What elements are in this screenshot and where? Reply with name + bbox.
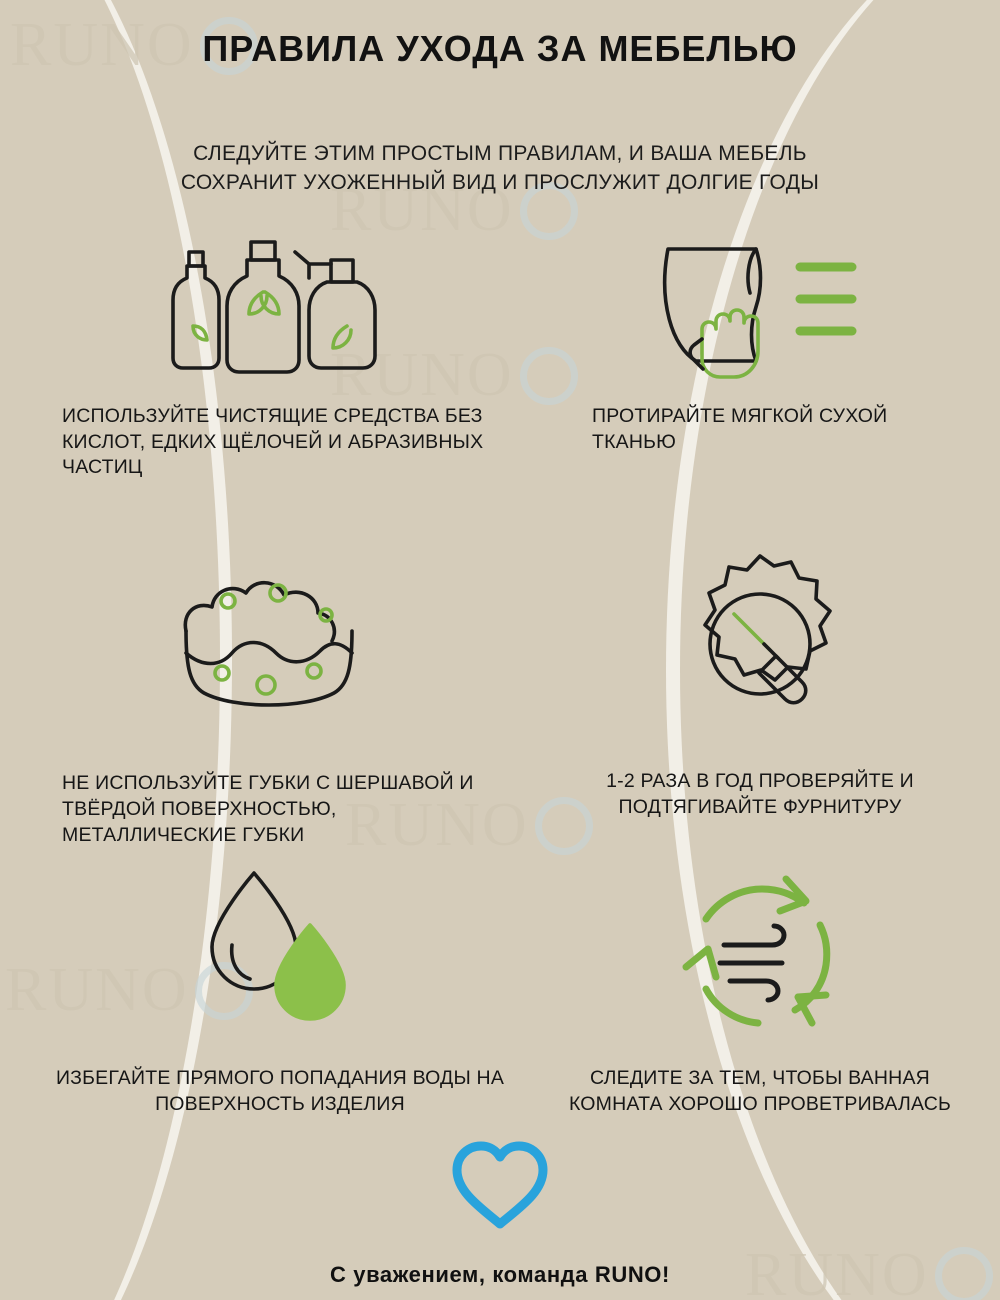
hand-wiping-cloth-icon bbox=[560, 226, 960, 394]
watermark-text: RUNO bbox=[745, 1241, 929, 1300]
tip-item bbox=[540, 858, 980, 1117]
tip-item bbox=[20, 226, 540, 481]
watermark-text: RUNO bbox=[10, 11, 194, 79]
page-title: ПРАВИЛА УХОДА ЗА МЕБЕЛЬЮ bbox=[202, 28, 798, 69]
watermark-text: RUNO bbox=[5, 956, 189, 1024]
tip-item bbox=[540, 226, 980, 481]
page-subtitle-line-1: СЛЕДУЙТЕ ЭТИМ ПРОСТЫМ ПРАВИЛАМ, И ВАША МЕБЕЛЬ bbox=[193, 142, 807, 165]
tip-text: ПРОТИРАЙТЕ МЯГКОЙ СУХОЙ ТКАНЬЮ bbox=[592, 404, 888, 453]
tip-item bbox=[20, 858, 540, 1117]
footer-text: С уважением, команда RUNO! bbox=[330, 1261, 670, 1287]
gear-screwdriver-icon bbox=[560, 543, 960, 743]
watermark-text: RUNO bbox=[330, 176, 514, 244]
water-drops-icon bbox=[40, 858, 520, 1048]
tip-text: ИСПОЛЬЗУЙТЕ ЧИСТЯЩИЕ СРЕДСТВА БЕЗ КИСЛОТ, ЕДКИХ ЩЁЛОЧЕЙ И АБРАЗИВНЫХ ЧАСТИЦ bbox=[62, 404, 484, 479]
watermark-text: RUNO bbox=[330, 341, 514, 409]
tip-item bbox=[20, 543, 540, 848]
tip-text: ИЗБЕГАЙТЕ ПРЯМОГО ПОПАДАНИЯ ВОДЫ НА ПОВЕРХНОСТЬ ИЗДЕЛИЯ bbox=[55, 1067, 505, 1116]
air-circulation-icon bbox=[560, 858, 960, 1048]
tip-text: НЕ ИСПОЛЬЗУЙТЕ ГУБКИ С ШЕРШАВОЙ И ТВЁРДОЙ ПОВЕРХНОСТЬЮ, МЕТАЛЛИЧЕСКИЕ ГУБКИ bbox=[62, 772, 474, 846]
page-subtitle-line-2: СОХРАНИТ УХОЖЕННЫЙ ВИД И ПРОСЛУЖИТ ДОЛГИЕ ГОДЫ bbox=[180, 170, 820, 194]
heart-icon bbox=[445, 1136, 555, 1236]
tip-text: 1-2 РАЗА В ГОД ПРОВЕРЯЙТЕ И ПОДТЯГИВАЙТЕ ФУРНИТУРУ bbox=[606, 770, 914, 818]
tips-grid bbox=[0, 226, 1000, 1118]
page-subtitle bbox=[0, 140, 1000, 198]
footer-heart bbox=[0, 1136, 1000, 1236]
tip-text: СЛЕДИТЕ ЗА ТЕМ, ЧТОБЫ ВАННАЯ КОМНАТА ХОРОШО ПРОВЕТРИВАЛАСЬ bbox=[568, 1067, 952, 1116]
tip-item bbox=[540, 543, 980, 848]
sponge-icon bbox=[40, 543, 520, 743]
cleaning-bottles-icon bbox=[40, 226, 520, 394]
watermark-text: RUNO bbox=[345, 791, 529, 859]
